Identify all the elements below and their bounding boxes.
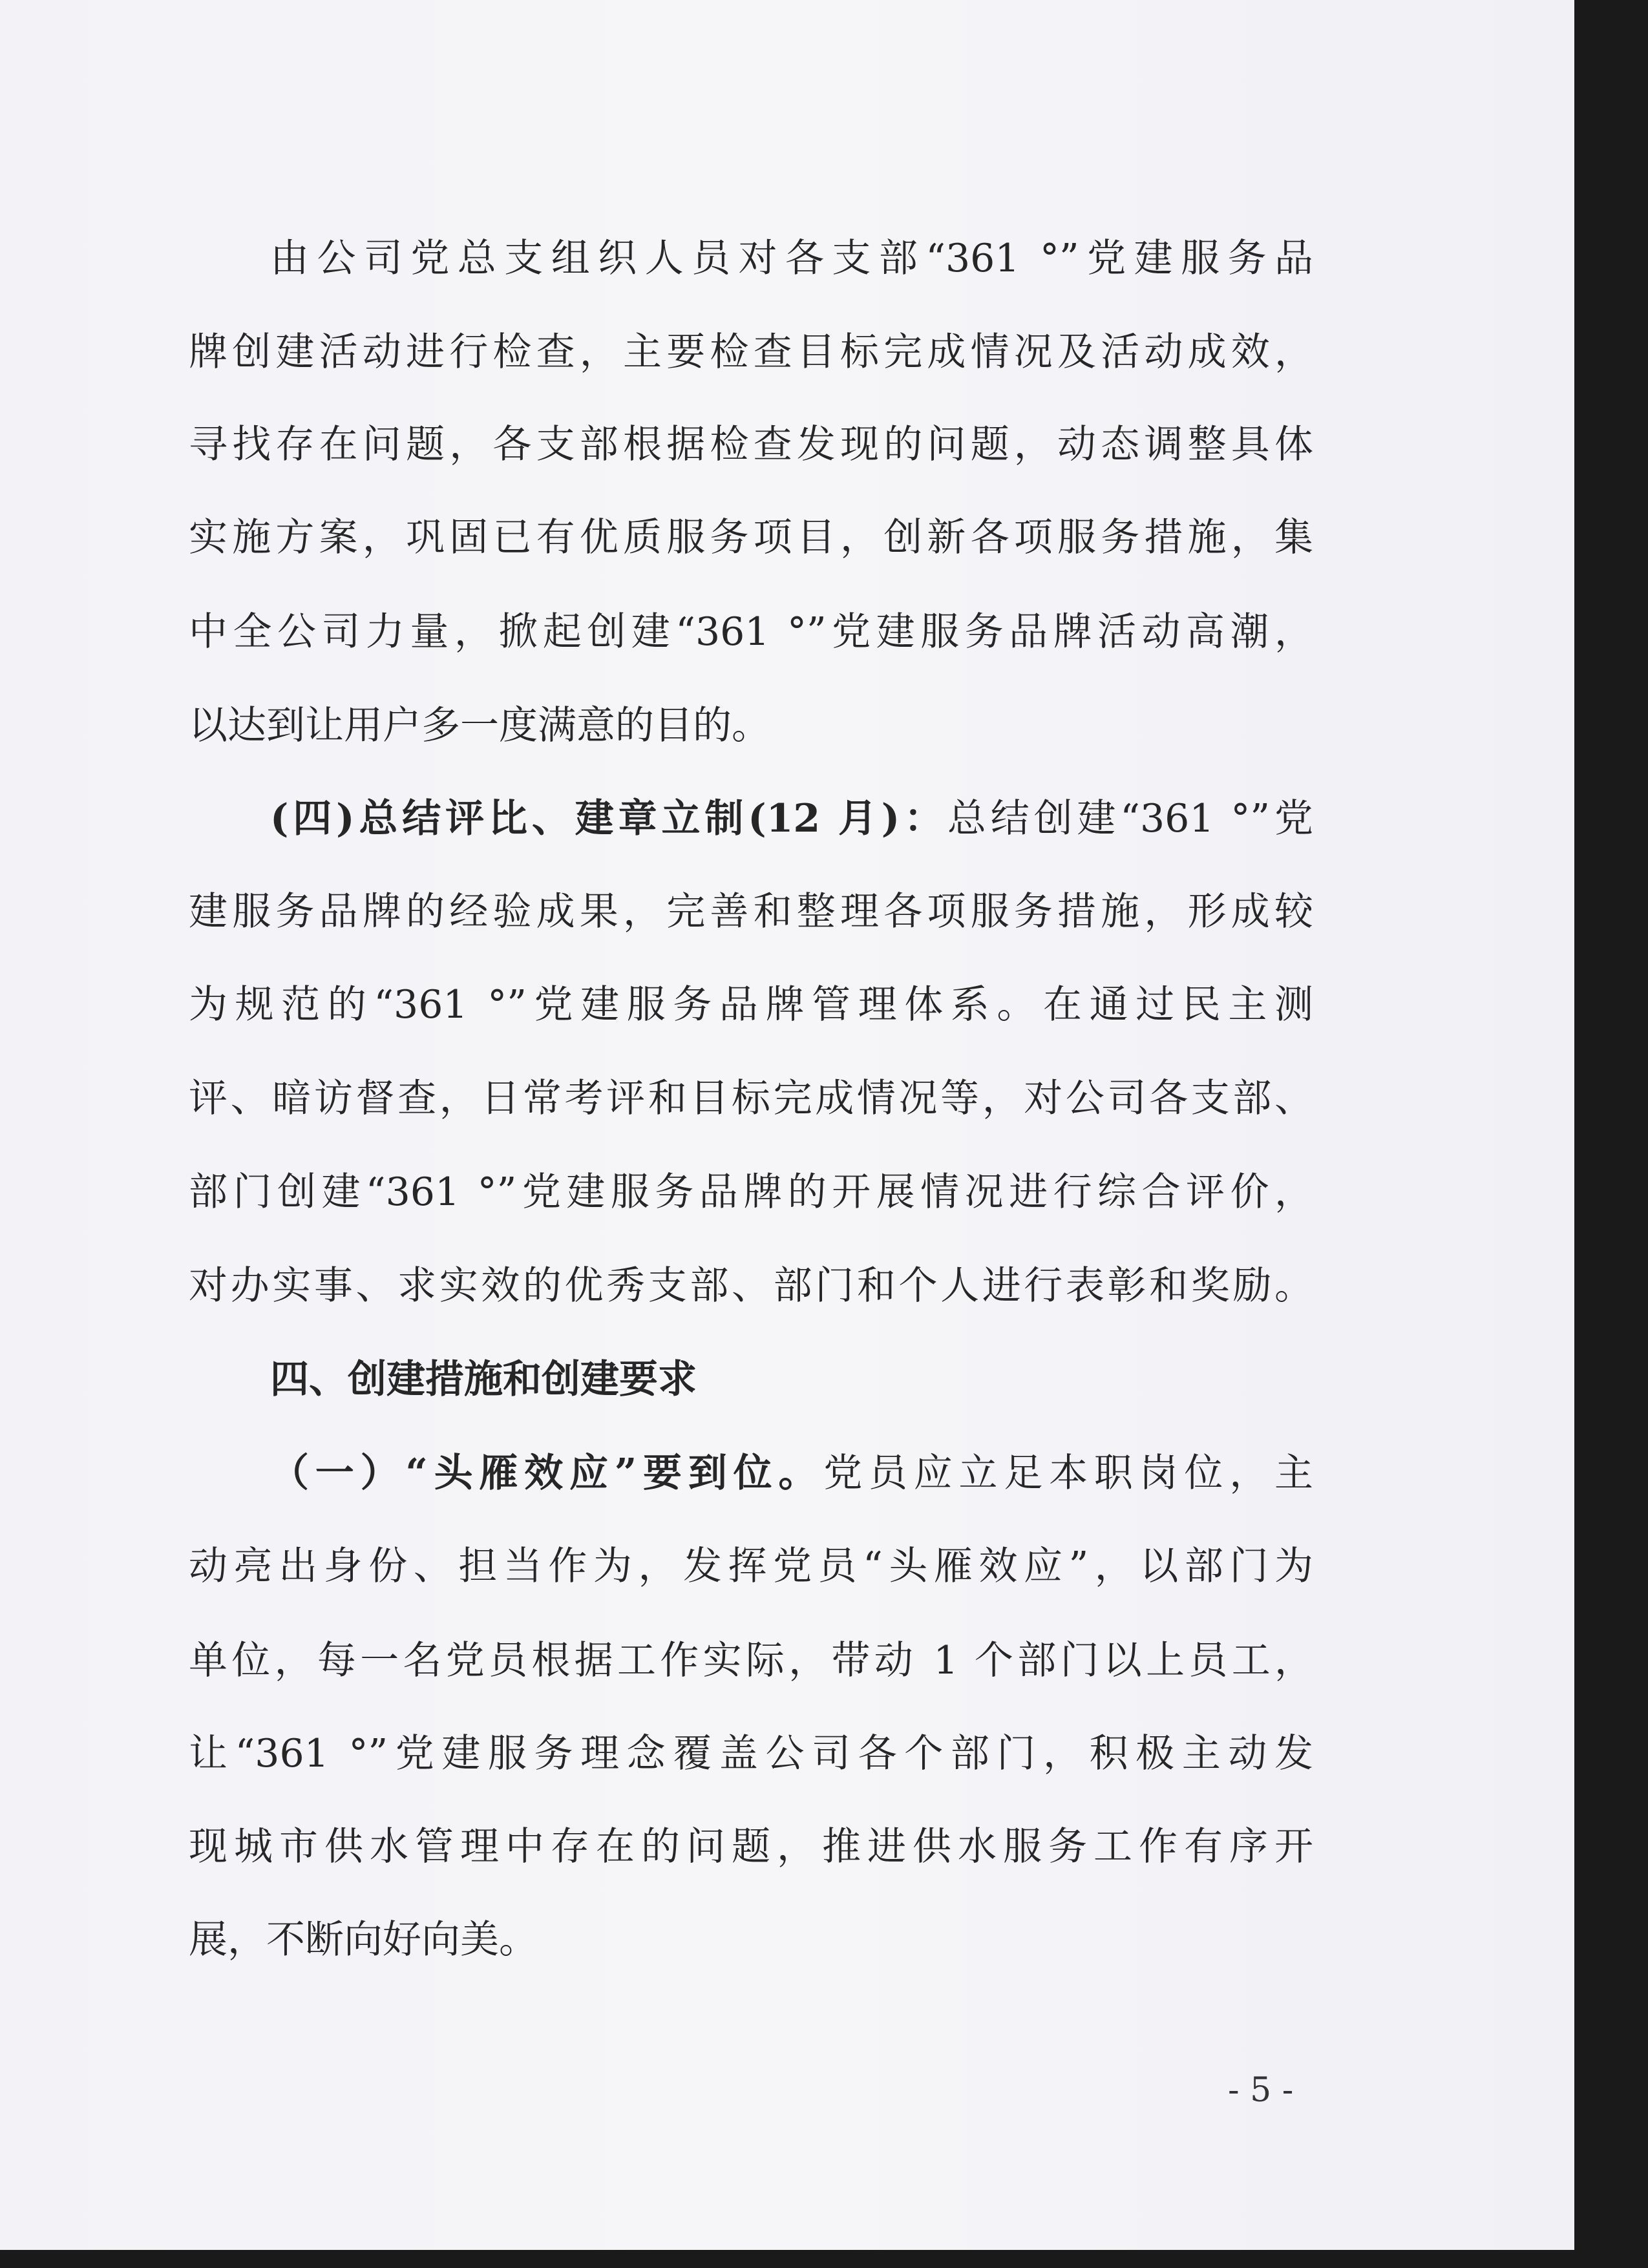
paragraph-line: 展，不断向好向美。	[189, 1917, 538, 1962]
paragraph-line: 建服务品牌的经验成果，完善和整理各项服务措施，形成较	[189, 889, 1313, 934]
paragraph-line: 实施方案，巩固已有优质服务项目，创新各项服务措施，集	[189, 515, 1313, 560]
item-1-heading: （一）“头雁效应”要到位。	[270, 1451, 824, 1496]
paragraph-line: 寻找存在问题，各支部根据检查发现的问题，动态调整具体	[189, 422, 1313, 467]
paragraph-line: 单位，每一名党员根据工作实际，带动 1 个部门以上员工，	[189, 1638, 1313, 1683]
section-4-heading: (四)总结评比、建章立制(12 月)：	[270, 796, 947, 841]
paragraph-line: 对办实事、求实效的优秀支部、部门和个人进行表彰和奖励。	[189, 1263, 1313, 1308]
part-4-heading: 四、创建措施和创建要求	[270, 1357, 697, 1402]
item-1-text: 党员应立足本职岗位，主	[823, 1451, 1313, 1496]
scan-edge-bottom	[0, 2250, 1648, 2268]
paragraph-line: 为规范的“361 °”党建服务品牌管理体系。在通过民主测	[189, 982, 1313, 1027]
paragraph-line: 动亮出身份、担当作为，发挥党员“头雁效应”，以部门为	[189, 1544, 1313, 1589]
paragraph-line: 中全公司力量，掀起创建“361 °”党建服务品牌活动高潮，	[189, 609, 1313, 655]
paragraph-line: 现城市供水管理中存在的问题，推进供水服务工作有序开	[189, 1824, 1313, 1869]
section-4-line	[270, 793, 1313, 845]
paragraph-line: 以达到让用户多一度满意的目的。	[189, 703, 770, 748]
paragraph-line: 牌创建活动进行检查，主要检查目标完成情况及活动成效，	[189, 330, 1313, 375]
paragraph-line: 评、暗访督查，日常考评和目标完成情况等，对公司各支部、	[189, 1076, 1313, 1121]
paragraph-line: 让“361 °”党建服务理念覆盖公司各个部门，积极主动发	[189, 1731, 1313, 1776]
scan-edge-right	[1574, 0, 1648, 2268]
section-4-text: 总结创建“361 °”党	[947, 796, 1313, 841]
paragraph-line: 部门创建“361 °”党建服务品牌的开展情况进行综合评价，	[189, 1170, 1313, 1215]
paragraph-line: 由公司党总支组织人员对各支部“361 °”党建服务品	[270, 236, 1313, 281]
item-1-line	[270, 1447, 1313, 1499]
page-number: - 5 -	[1228, 2071, 1294, 2110]
